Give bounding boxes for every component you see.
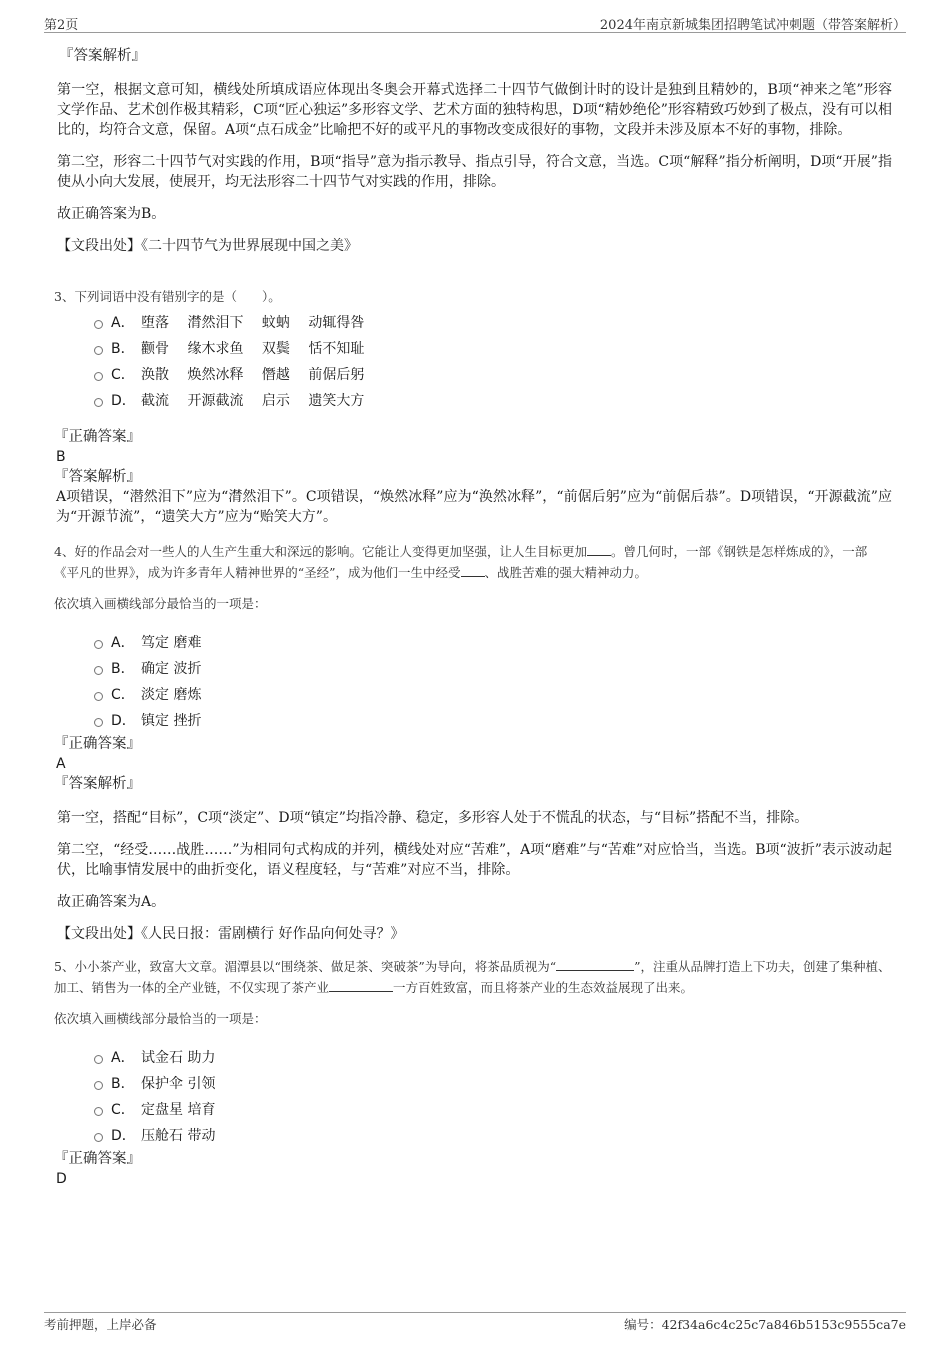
option-b[interactable] bbox=[94, 335, 892, 361]
option-b[interactable] bbox=[94, 655, 892, 681]
question-text-part: 。曾几何时，一部《钢铁是怎样炼成的》，一部《平凡的世界》，成为许多青年人精神世界的“圣经”，成为他们一生中经受 bbox=[54, 544, 868, 580]
conclusion-text: 故正确答案为B。 bbox=[57, 206, 166, 222]
question-text-part: 一方百姓致富，而且将茶产业的生态效益展现了出来。 bbox=[393, 980, 694, 995]
radio-button-icon[interactable] bbox=[94, 320, 103, 329]
radio-button-icon[interactable] bbox=[94, 1055, 103, 1064]
fill-blank bbox=[329, 977, 393, 992]
option-a[interactable] bbox=[94, 1044, 892, 1070]
option-letter: B． bbox=[111, 1076, 135, 1092]
option-text: 涣散 焕然冰释 僭越 前倨后躬 bbox=[141, 367, 365, 383]
correct-answer: D bbox=[56, 1171, 67, 1187]
radio-button-icon[interactable] bbox=[94, 692, 103, 701]
option-list bbox=[94, 309, 892, 413]
option-text: 试金石 助力 bbox=[141, 1050, 216, 1066]
radio-button-icon[interactable] bbox=[94, 372, 103, 381]
page-footer bbox=[44, 1312, 906, 1333]
conclusion-text: 故正确答案为A。 bbox=[57, 894, 166, 910]
question-text bbox=[54, 541, 892, 583]
option-text: 淡定 磨炼 bbox=[141, 687, 202, 703]
option-letter: C． bbox=[111, 1102, 135, 1118]
radio-button-icon[interactable] bbox=[94, 1107, 103, 1116]
option-letter: B． bbox=[111, 341, 135, 357]
page-header bbox=[44, 12, 906, 33]
radio-button-icon[interactable] bbox=[94, 1133, 103, 1142]
question-4 bbox=[54, 541, 892, 944]
analysis-label: 『答案解析』 bbox=[54, 776, 141, 792]
analysis-paragraph: 第一空，根据文意可知，横线处所填成语应体现出冬奥会开幕式选择二十四节气做倒计时的设计是独到且精妙的，B项“神来之笔”形容文学作品、艺术创作极其精彩，C项“匠心独运”多形容文学、艺术方面的独特构思，D项“精妙绝伦”形容精致巧妙到了极点，没有可以相比的，均符合文意，保留。A项“点石成金”比喻把不好的或平凡的事物改变成很好的事物，文段并未涉及原本不好的事物，排除。 bbox=[57, 82, 892, 138]
source-text: 【文段出处】《二十四节气为世界展现中国之美》 bbox=[57, 238, 358, 254]
option-letter: D． bbox=[111, 1128, 136, 1144]
document-title: 2024年南京新城集团招聘笔试冲刺题（带答案解析） bbox=[599, 18, 906, 33]
option-letter: D． bbox=[111, 393, 136, 409]
radio-button-icon[interactable] bbox=[94, 640, 103, 649]
radio-button-icon[interactable] bbox=[94, 718, 103, 727]
option-a[interactable] bbox=[94, 629, 892, 655]
option-text: 确定 波折 bbox=[141, 661, 202, 677]
option-list bbox=[94, 629, 892, 733]
option-letter: C． bbox=[111, 367, 135, 383]
option-text: 截流 开源截流 启示 遗笑大方 bbox=[141, 393, 365, 409]
option-letter: A． bbox=[111, 635, 135, 651]
radio-button-icon[interactable] bbox=[94, 346, 103, 355]
fill-blank bbox=[556, 956, 634, 971]
document-body bbox=[54, 46, 892, 1189]
source-text: 【文段出处】《人民日报：雷剧横行 好作品向何处寻？》 bbox=[57, 926, 405, 942]
analysis-paragraph: A项错误，“潜然泪下”应为“潸然泪下”。C项错误，“焕然冰释”应为“涣然冰释”，“前倨后躬”应为“前倨后恭”。D项错误，“开源截流”应为“开源节流”，“遗笑大方”应为“贻笑大方”。 bbox=[56, 489, 892, 525]
analysis-paragraph: 第一空，搭配“目标”，C项“淡定”、D项“镇定”均指冷静、稳定，多形容人处于不慌乱的状态，与“目标”搭配不当，排除。 bbox=[57, 810, 809, 826]
option-c[interactable] bbox=[94, 361, 892, 387]
option-d[interactable] bbox=[94, 387, 892, 413]
option-letter: A． bbox=[111, 315, 135, 331]
question-text-part: 5、小小茶产业，致富大文章。湄潭县以“围绕茶、做足茶、突破茶”为导向，将茶品质视为“ bbox=[54, 959, 557, 974]
option-text: 保护伞 引领 bbox=[141, 1076, 216, 1092]
option-b[interactable] bbox=[94, 1070, 892, 1096]
radio-button-icon[interactable] bbox=[94, 666, 103, 675]
option-c[interactable] bbox=[94, 681, 892, 707]
question-text: 3、下列词语中没有错别字的是（ ）。 bbox=[54, 289, 281, 304]
radio-button-icon[interactable] bbox=[94, 398, 103, 407]
question-text-part: 、战胜苦难的强大精神动力。 bbox=[484, 565, 648, 580]
analysis-paragraph: 第二空，“经受……战胜……”为相同句式构成的并列，横线处对应“苦难”，A项“磨难”与“苦难”对应恰当，当选。B项“波折”表示波动起伏，比喻事情发展中的曲折变化，语义程度轻，与“苦难”对应不当，排除。 bbox=[57, 842, 892, 878]
document-code: 编号：42f34a6c4c25c7a846b5153c9555ca7e bbox=[624, 1317, 906, 1332]
instruction-text: 依次填入画横线部分最恰当的一项是： bbox=[54, 596, 267, 611]
correct-answer: B bbox=[56, 449, 66, 465]
option-d[interactable] bbox=[94, 1122, 892, 1148]
footer-slogan: 考前押题，上岸必备 bbox=[44, 1317, 157, 1332]
option-text: 压舱石 带动 bbox=[141, 1128, 216, 1144]
option-text: 颧骨 缘木求鱼 双鬓 恬不知耻 bbox=[141, 341, 365, 357]
question-text-part: ”，注重从品牌打造上下功夫，创建了集种植、加工、销售为一体的全产业链，不仅实现了茶产业 bbox=[54, 959, 891, 995]
question-3 bbox=[54, 287, 892, 527]
option-text: 笃定 磨难 bbox=[141, 635, 202, 651]
analysis-paragraph: 第二空，形容二十四节气对实践的作用，B项“指导”意为指示教导、指点引导，符合文意，当选。C项“解释”指分析阐明，D项“开展”指使从小向大发展，使展开，均无法形容二十四节气对实践的作用，排除。 bbox=[57, 154, 892, 190]
option-letter: B． bbox=[111, 661, 135, 677]
option-text: 定盘星 培育 bbox=[141, 1102, 216, 1118]
option-list bbox=[94, 1044, 892, 1148]
option-a[interactable] bbox=[94, 309, 892, 335]
question-5 bbox=[54, 956, 892, 1189]
radio-button-icon[interactable] bbox=[94, 1081, 103, 1090]
option-letter: C． bbox=[111, 687, 135, 703]
instruction-text: 依次填入画横线部分最恰当的一项是： bbox=[54, 1011, 267, 1026]
fill-blank bbox=[587, 541, 611, 556]
fill-blank bbox=[461, 562, 485, 577]
question-text bbox=[54, 956, 892, 998]
option-c[interactable] bbox=[94, 1096, 892, 1122]
correct-answer-label: 『正确答案』 bbox=[54, 429, 141, 445]
option-text: 堕落 潸然泪下 蚊蚋 动辄得咎 bbox=[141, 315, 365, 331]
correct-answer: A bbox=[56, 756, 66, 772]
analysis-label: 『答案解析』 bbox=[59, 48, 146, 64]
analysis-label: 『答案解析』 bbox=[54, 469, 141, 485]
option-letter: A． bbox=[111, 1050, 135, 1066]
question-text-part: 4、好的作品会对一些人的人生产生重大和深远的影响。它能让人变得更加坚强，让人生目标更加 bbox=[54, 544, 587, 559]
page-number: 第2页 bbox=[44, 18, 79, 33]
correct-answer-label: 『正确答案』 bbox=[54, 1151, 141, 1167]
option-letter: D． bbox=[111, 713, 136, 729]
option-text: 镇定 挫折 bbox=[141, 713, 202, 729]
option-d[interactable] bbox=[94, 707, 892, 733]
correct-answer-label: 『正确答案』 bbox=[54, 736, 141, 752]
